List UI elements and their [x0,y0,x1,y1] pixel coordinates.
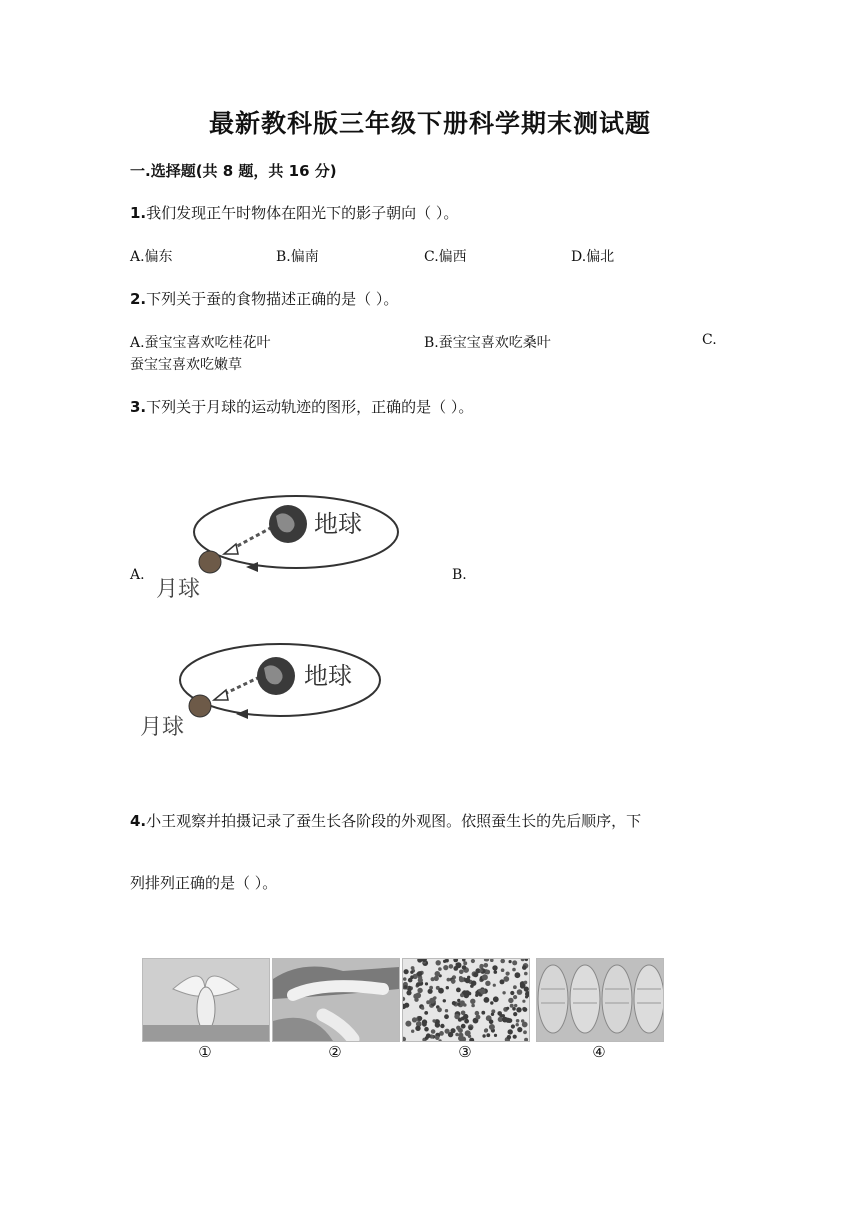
gravity-arrowhead [214,690,228,700]
q1-option-a[interactable]: A.偏东 [130,249,173,265]
silkworm-moth-photo [142,958,270,1042]
question-1 [130,202,458,223]
moon-label: 月球 [140,715,185,740]
earth-label: 地球 [304,662,352,690]
q2-option-b[interactable]: B.蚕宝宝喜欢吃桑叶 [424,335,551,351]
question-4 [130,810,641,831]
silkworm-larva-photo [272,958,400,1042]
moon-icon [199,551,221,573]
photo-caption-2: ② [328,1043,342,1061]
question-4-line-2: 列排列正确的是（ ）。 [130,874,278,892]
orbit-arrow [236,709,248,719]
q2-option-a[interactable]: A.蚕宝宝喜欢吃桂花叶 [130,335,271,351]
question-number: 4. [130,812,147,830]
q3-option-b[interactable]: B. [452,567,467,583]
q2-option-c-text: 蚕宝宝喜欢吃嫩草 [130,357,242,373]
question-text: 我们发现正午时物体在阳光下的影子朝向（ ）。 [146,204,459,222]
silkworm-pupa-photo [536,958,664,1042]
q1-option-d[interactable]: D.偏北 [571,249,615,265]
moon-icon [189,695,211,717]
photo-caption-1: ① [198,1043,212,1061]
q3-option-a[interactable]: A. [130,567,145,583]
question-number: 2. [130,290,147,308]
q2-option-c[interactable]: C. [702,332,717,348]
question-2 [130,288,398,309]
question-text: 下列关于月球的运动轨迹的图形，正确的是（ ）。 [146,398,474,416]
question-3 [130,396,473,417]
orbit-diagram-a [148,494,408,604]
earth-label: 地球 [314,510,362,538]
question-text-line-1: 小王观察并拍摄记录了蚕生长各阶段的外观图。依照蚕生长的先后顺序，下 [146,812,642,830]
q1-option-b[interactable]: B.偏南 [276,249,319,265]
question-number: 1. [130,204,147,222]
section-heading: 一.选择题(共 8 题，共 16 分) [130,162,337,180]
gravity-arrowhead [224,544,238,554]
page-title: 最新教科版三年级下册科学期末测试题 [208,109,651,138]
moon-label: 月球 [156,577,201,602]
question-text: 下列关于蚕的食物描述正确的是（ ）。 [146,290,399,308]
photo-caption-4: ④ [592,1043,606,1061]
orbit-diagram-b [140,638,400,748]
photo-caption-3: ③ [458,1043,472,1061]
question-number: 3. [130,398,147,416]
q1-option-c[interactable]: C.偏西 [424,249,467,265]
silkworm-eggs-photo [402,958,530,1042]
